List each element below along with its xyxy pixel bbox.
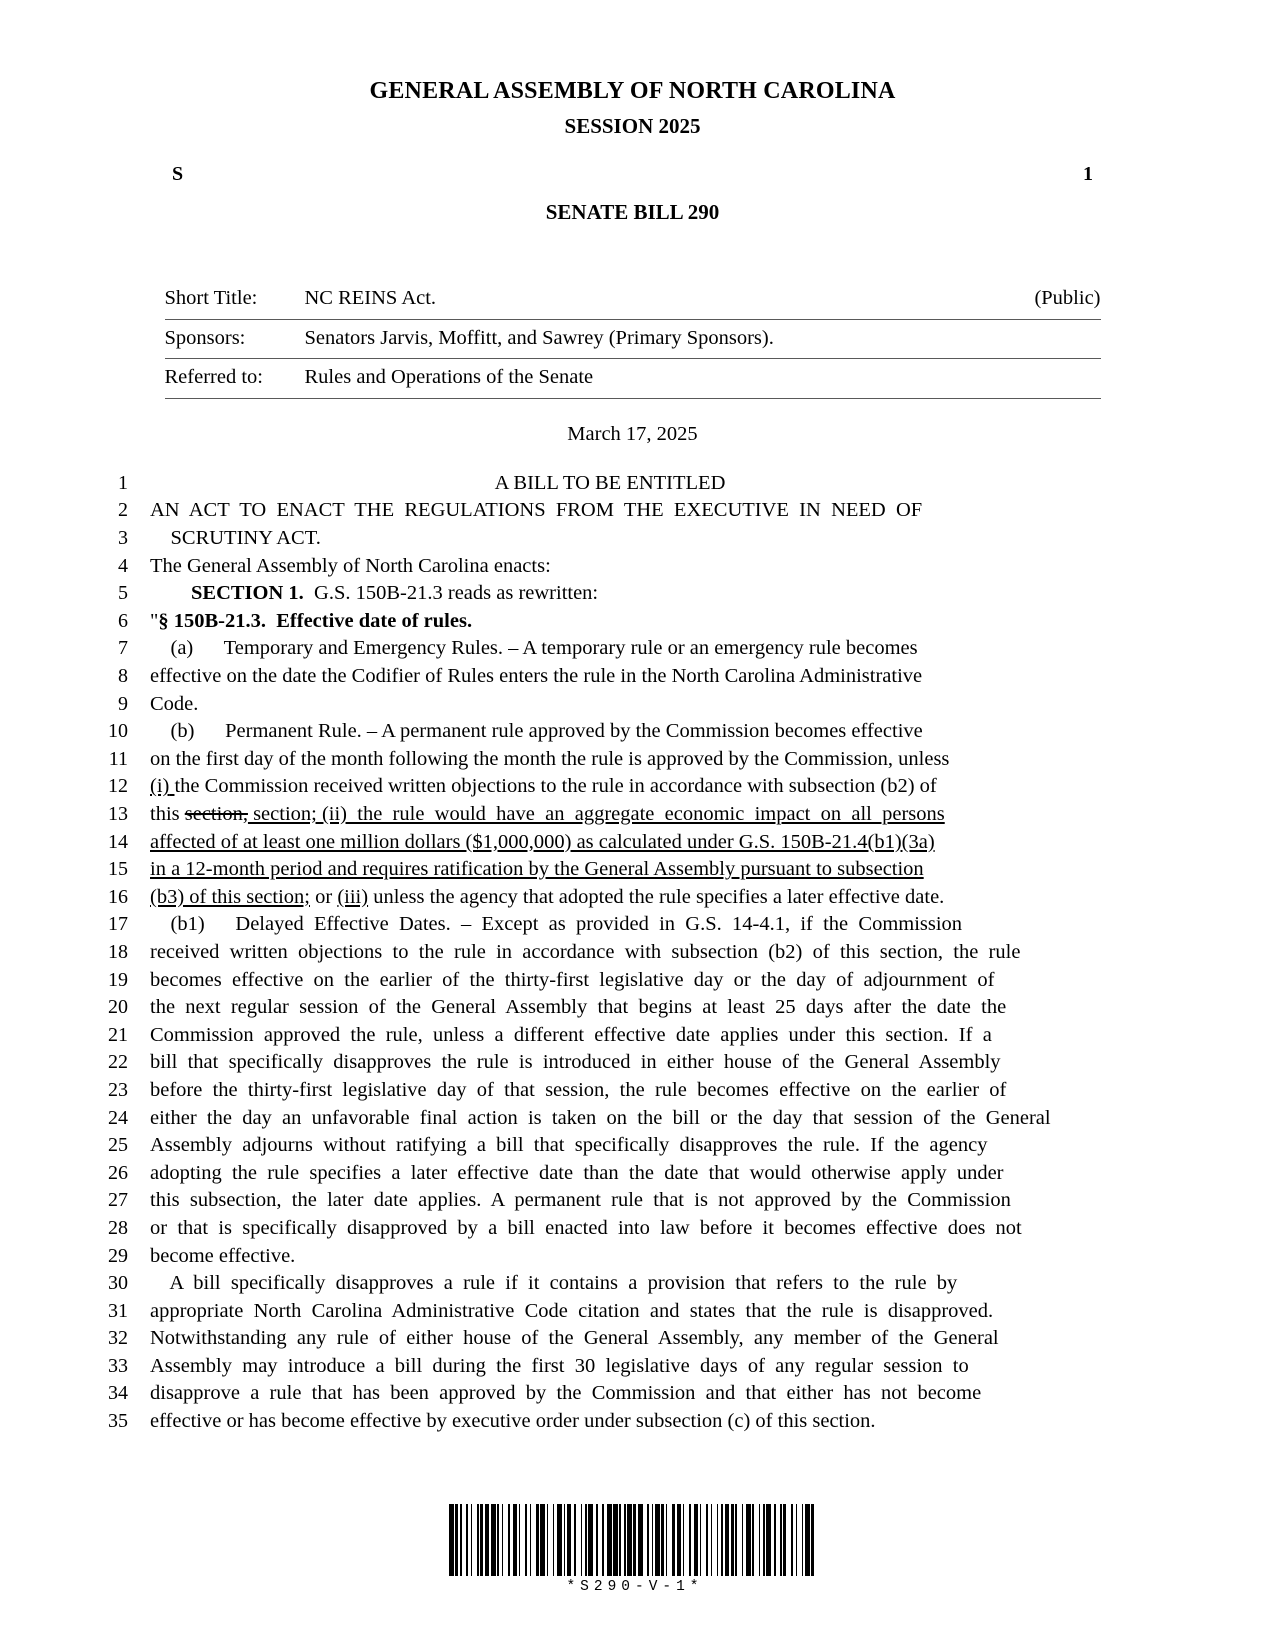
bill-line xyxy=(0,746,1265,774)
text-run: the Commission received written objections to the rule in accordance with subsection (b2) of xyxy=(174,775,937,798)
line-number: 35 xyxy=(108,1410,128,1433)
line-text xyxy=(150,939,1070,967)
text-run: unless the agency that adopted the rule specifies a later effective date. xyxy=(368,885,945,908)
line-number: 4 xyxy=(118,554,128,577)
text-run: Code. xyxy=(150,692,199,715)
line-text xyxy=(150,1105,1070,1133)
line-number: 22 xyxy=(108,1051,128,1074)
text-run: appropriate North Carolina Administrative Code citation and states that the rule is disapproved. xyxy=(150,1299,994,1322)
bill-line xyxy=(0,1298,1265,1326)
text-run: bill that specifically disapproves the rule is introduced in either house of the General Assembly xyxy=(150,1051,1001,1074)
line-text xyxy=(150,635,1070,663)
short-title-label: Short Title: xyxy=(165,280,303,319)
text-run: received written objections to the rule in accordance with subsection (b2) of this section, the rule xyxy=(150,940,1021,963)
text-run: Commission approved the rule, unless a different effective date applies under this section. If a xyxy=(150,1023,992,1046)
text-run: effective or has become effective by executive order under subsection (c) of this section. xyxy=(150,1410,876,1433)
line-number: 19 xyxy=(108,968,128,991)
bill-line xyxy=(0,691,1265,719)
line-text xyxy=(150,1408,1070,1436)
text-run: before the thirty-first legislative day of that session, the rule becomes effective on the earlier of xyxy=(150,1078,1007,1101)
line-text xyxy=(150,856,1070,884)
line-number: 20 xyxy=(108,996,128,1019)
line-number: 26 xyxy=(108,1161,128,1184)
line-text xyxy=(150,1243,1070,1271)
line-number: 23 xyxy=(108,1078,128,1101)
text-run: (iii) xyxy=(337,885,369,908)
text-run: Assembly may introduce a bill during the first 30 legislative days of any regular session to xyxy=(150,1354,969,1377)
bill-line xyxy=(0,1408,1265,1436)
text-run: affected of at least one million dollars ($1,000,000) as calculated under G.S. 150B-21.4(b1)(3a) xyxy=(150,830,935,853)
line-text xyxy=(150,1270,1070,1298)
referred-to-value: Rules and Operations of the Senate xyxy=(303,359,1101,399)
line-number: 10 xyxy=(108,720,128,743)
line-text xyxy=(150,1049,1070,1077)
bill-line xyxy=(0,525,1265,553)
line-number: 15 xyxy=(108,858,128,881)
line-number: 11 xyxy=(108,747,128,770)
page-number: 1 xyxy=(1083,163,1093,185)
line-text xyxy=(150,773,1070,801)
line-number: 16 xyxy=(108,885,128,908)
line-number: 1 xyxy=(118,471,128,494)
barcode-space xyxy=(814,1504,816,1576)
bill-line xyxy=(0,553,1265,581)
text-run: the next regular session of the General Assembly that begins at least 25 days after the date the xyxy=(150,996,1007,1019)
bill-line xyxy=(0,773,1265,801)
line-text xyxy=(150,1380,1070,1408)
text-run xyxy=(150,582,191,604)
public-flag: (Public) xyxy=(836,280,1100,319)
bill-line xyxy=(0,1353,1265,1381)
short-title-value: NC REINS Act. xyxy=(303,280,837,319)
bill-line xyxy=(0,994,1265,1022)
bill-line xyxy=(0,1077,1265,1105)
line-text xyxy=(150,718,1070,746)
text-run: A bill specifically disapproves a rule if it contains a provision that refers to the rule by xyxy=(150,1272,958,1295)
text-run: on the first day of the month following the month the rule is approved by the Commission, unless xyxy=(150,747,950,770)
bill-line xyxy=(0,1022,1265,1050)
sponsors-row xyxy=(165,319,1101,359)
text-run: adopting the rule specifies a later effective date than the date that would otherwise apply under xyxy=(150,1161,1004,1184)
bill-line xyxy=(0,635,1265,663)
line-number: 29 xyxy=(108,1244,128,1267)
text-run: section; (ii) the rule would have an aggregate economic impact on all persons xyxy=(247,803,945,825)
bill-line xyxy=(0,580,1265,608)
bill-line xyxy=(0,718,1265,746)
line-text xyxy=(150,994,1070,1022)
text-run: (b) Permanent Rule. – A permanent rule approved by the Commission becomes effective xyxy=(150,720,923,743)
bill-line xyxy=(0,663,1265,691)
text-run: become effective. xyxy=(150,1244,296,1267)
bill-line xyxy=(0,856,1265,884)
text-run: section, xyxy=(184,803,248,825)
line-text xyxy=(150,829,1070,857)
line-text xyxy=(150,691,1070,719)
text-run: in a 12-month period and requires ratification by the General Assembly pursuant to subsection xyxy=(150,858,924,881)
line-text xyxy=(150,470,1070,498)
bill-line xyxy=(0,608,1265,636)
line-text xyxy=(150,1077,1070,1105)
referred-to-row xyxy=(165,359,1101,399)
bill-line xyxy=(0,1215,1265,1243)
short-title-row xyxy=(165,280,1101,319)
text-run: (b1) Delayed Effective Dates. – Except as provided in G.S. 14-4.1, if the Commission xyxy=(150,913,963,936)
line-text xyxy=(150,1298,1070,1326)
sponsors-value: Senators Jarvis, Moffitt, and Sawrey (Primary Sponsors). xyxy=(303,319,1101,359)
referred-to-label: Referred to: xyxy=(165,359,303,399)
bill-line xyxy=(0,1105,1265,1133)
bill-info-table xyxy=(165,280,1101,399)
chamber-row xyxy=(0,163,1265,187)
bill-line xyxy=(0,829,1265,857)
barcode-block xyxy=(0,1491,1265,1595)
line-text xyxy=(150,1187,1070,1215)
line-text xyxy=(150,884,1070,912)
line-text xyxy=(150,580,1070,608)
text-run: § 150B-21.3. Effective date of rules. xyxy=(158,609,473,632)
line-text xyxy=(150,1022,1070,1050)
text-run: either the day an unfavorable final action is taken on the bill or the day that session of the General xyxy=(150,1106,1051,1129)
bill-line xyxy=(0,1380,1265,1408)
line-number: 34 xyxy=(108,1382,128,1405)
line-number: 17 xyxy=(108,913,128,936)
bill-line xyxy=(0,939,1265,967)
text-run: SECTION 1. xyxy=(191,582,304,605)
line-number: 32 xyxy=(108,1327,128,1350)
text-run: (b3) of this section; xyxy=(150,885,310,908)
text-run: (a) Temporary and Emergency Rules. – A temporary rule or an emergency rule becomes xyxy=(150,637,918,660)
line-number: 5 xyxy=(118,582,128,605)
chamber-indicator: S xyxy=(172,163,184,185)
text-run: becomes effective on the earlier of the thirty-first legislative day or the day of adjournment of xyxy=(150,968,995,991)
line-number: 31 xyxy=(108,1299,128,1322)
sponsors-label: Sponsors: xyxy=(165,319,303,359)
masthead xyxy=(0,0,1265,139)
bill-line xyxy=(0,1270,1265,1298)
text-run: disapprove a rule that has been approved by the Commission and that either has not become xyxy=(150,1382,982,1405)
line-text xyxy=(150,1160,1070,1188)
bill-body xyxy=(0,470,1265,1436)
text-run: Notwithstanding any rule of either house of the General Assembly, any member of the General xyxy=(150,1327,999,1350)
line-text xyxy=(150,553,1070,581)
barcode-image xyxy=(449,1504,816,1576)
line-number: 21 xyxy=(108,1023,128,1046)
bill-line xyxy=(0,967,1265,995)
line-text xyxy=(150,801,1070,829)
line-text xyxy=(150,1325,1070,1353)
text-run: this xyxy=(150,803,185,825)
bill-line xyxy=(0,470,1265,498)
bill-line xyxy=(0,1049,1265,1077)
line-number: 13 xyxy=(108,803,128,825)
bill-line xyxy=(0,801,1265,829)
barcode-text: *S290-V-1* xyxy=(566,1579,704,1595)
text-run: SCRUTINY ACT. xyxy=(150,527,321,550)
bill-line xyxy=(0,1132,1265,1160)
line-text xyxy=(150,497,1070,525)
line-number: 8 xyxy=(118,665,128,688)
line-number: 30 xyxy=(108,1272,128,1295)
bill-number-title: SENATE BILL 290 xyxy=(545,200,720,224)
text-run: effective on the date the Codifier of Rules enters the rule in the North Carolina Administrative xyxy=(150,665,923,688)
bill-line xyxy=(0,497,1265,525)
text-run: A BILL TO BE ENTITLED xyxy=(494,471,726,494)
text-run: G.S. 150B-21.3 reads as rewritten: xyxy=(303,582,599,605)
session-title: SESSION 2025 xyxy=(564,114,701,138)
line-number: 7 xyxy=(118,637,128,660)
bill-line xyxy=(0,911,1265,939)
text-run: AN ACT TO ENACT THE REGULATIONS FROM THE EXECUTIVE IN NEED OF xyxy=(150,499,923,522)
line-number: 6 xyxy=(118,609,128,632)
line-text xyxy=(150,1215,1070,1243)
line-text xyxy=(150,663,1070,691)
text-run: Assembly adjourns without ratifying a bill that specifically disapproves the rule. If the agency xyxy=(150,1134,988,1157)
line-number: 18 xyxy=(108,940,128,963)
text-run: or that is specifically disapproved by a bill enacted into law before it becomes effective does not xyxy=(150,1216,1022,1239)
line-number: 28 xyxy=(108,1216,128,1239)
text-run: " xyxy=(150,609,159,632)
line-number: 33 xyxy=(108,1354,128,1377)
line-number: 25 xyxy=(108,1134,128,1157)
line-text xyxy=(150,608,1070,636)
text-run: this subsection, the later date applies. A permanent rule that is not approved by the Commission xyxy=(150,1189,1011,1212)
line-number: 24 xyxy=(108,1106,128,1129)
bill-line xyxy=(0,1325,1265,1353)
bill-line xyxy=(0,1160,1265,1188)
text-run: (i) xyxy=(150,775,170,798)
line-number: 9 xyxy=(118,692,128,715)
line-number: 12 xyxy=(108,775,128,798)
line-text xyxy=(150,525,1070,553)
line-number: 27 xyxy=(108,1189,128,1212)
line-number: 14 xyxy=(108,830,128,853)
bill-line xyxy=(0,1243,1265,1271)
bill-line xyxy=(0,1187,1265,1215)
bill-line xyxy=(0,884,1265,912)
line-number: 3 xyxy=(118,527,128,550)
line-text xyxy=(150,911,1070,939)
filed-date: March 17, 2025 xyxy=(567,422,698,445)
line-text xyxy=(150,1132,1070,1160)
text-run: The General Assembly of North Carolina enacts: xyxy=(150,554,551,577)
text-run: or xyxy=(310,885,338,908)
line-text xyxy=(150,746,1070,774)
assembly-title: GENERAL ASSEMBLY OF NORTH CAROLINA xyxy=(369,78,896,104)
line-text xyxy=(150,967,1070,995)
line-number: 2 xyxy=(118,499,128,522)
line-text xyxy=(150,1353,1070,1381)
